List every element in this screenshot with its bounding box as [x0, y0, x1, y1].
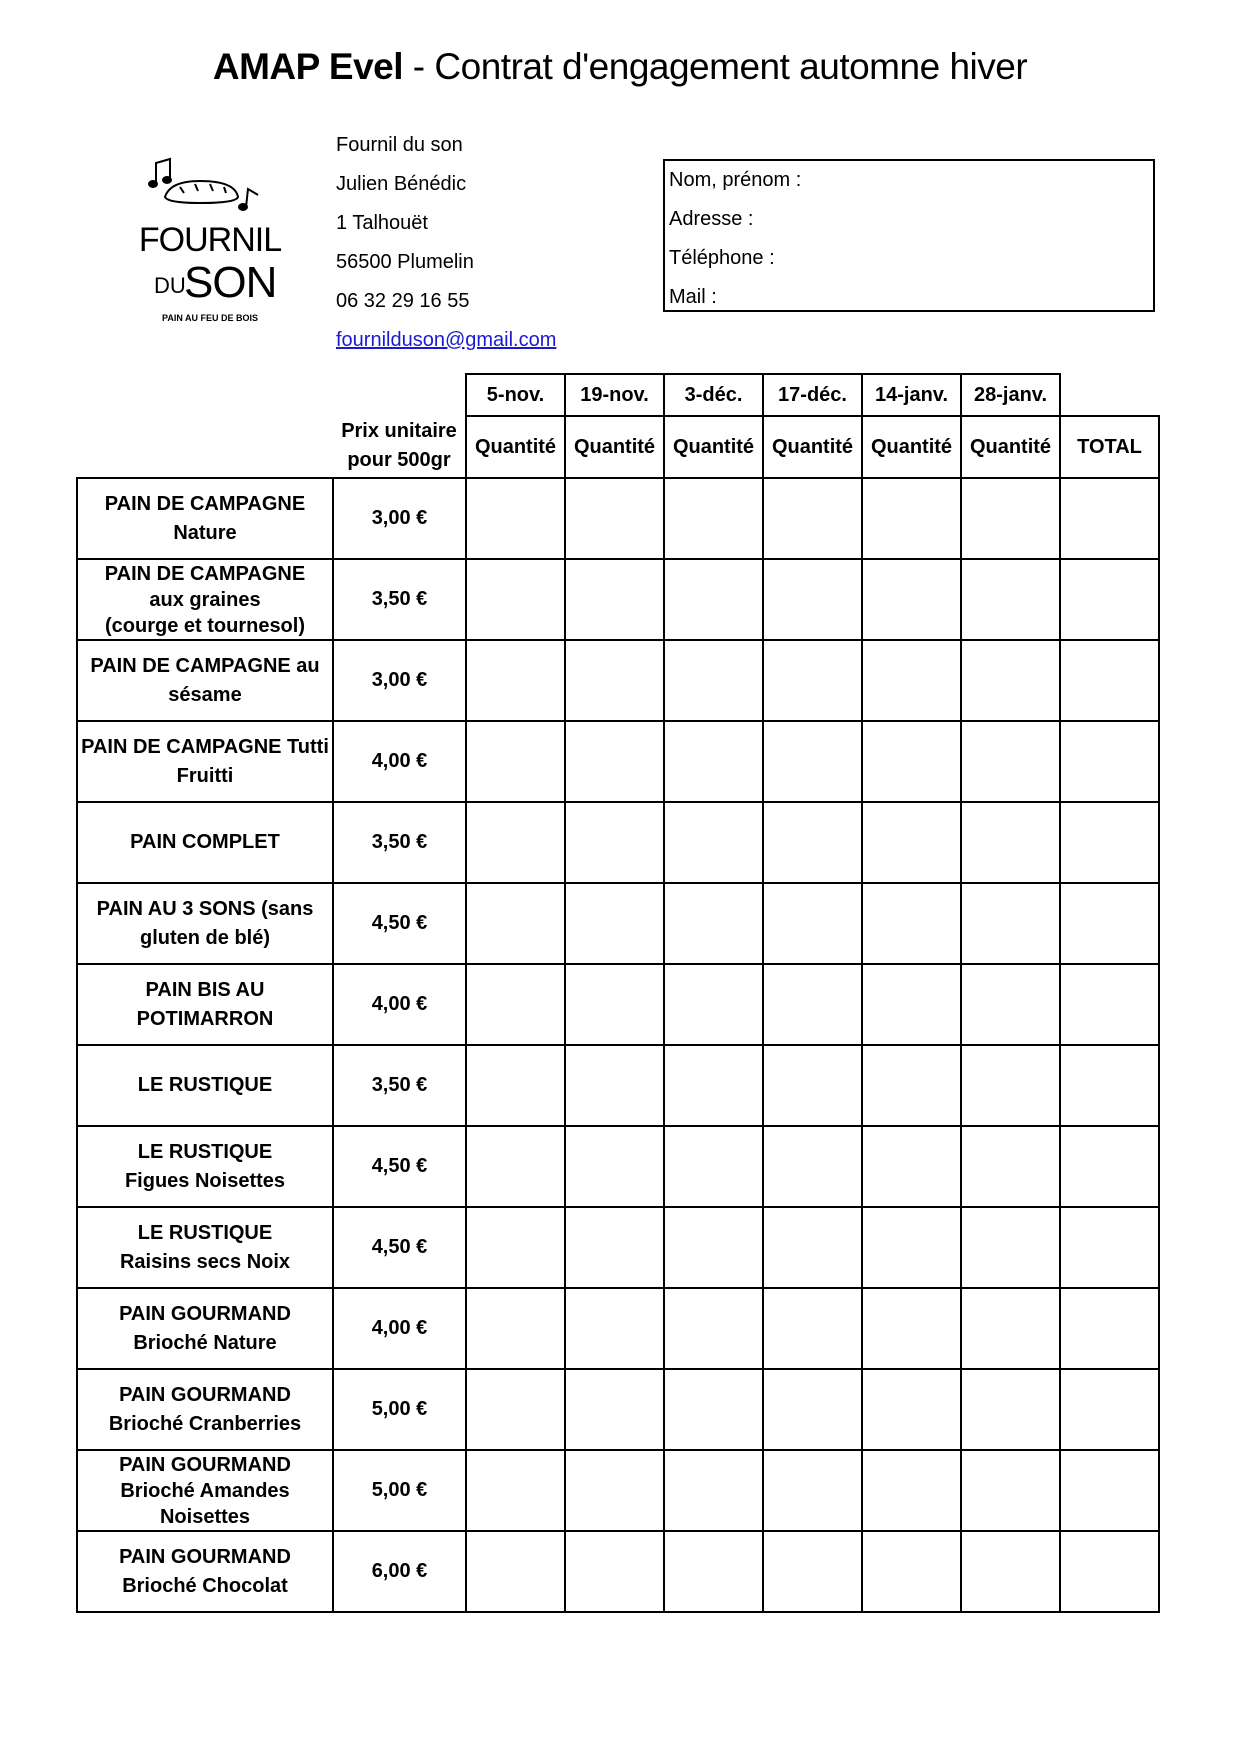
- quantity-cell[interactable]: [565, 1207, 664, 1288]
- product-name: [77, 1045, 333, 1126]
- product-price: 4,50 €: [333, 883, 466, 964]
- total-cell[interactable]: [1060, 883, 1159, 964]
- quantity-cell[interactable]: [565, 802, 664, 883]
- total-header: TOTAL: [1060, 416, 1159, 478]
- product-name: [77, 1531, 333, 1612]
- quantity-cell[interactable]: [862, 1126, 961, 1207]
- order-table: [76, 373, 1160, 1613]
- music-note-icon: [149, 159, 171, 187]
- quantity-cell[interactable]: [466, 1369, 565, 1450]
- product-name-line1: PAIN DE CAMPAGNE Tutti: [81, 735, 329, 758]
- logo-graphic: [140, 155, 290, 325]
- quantity-cell[interactable]: [466, 1126, 565, 1207]
- product-row: [77, 1126, 1159, 1207]
- quantity-cell[interactable]: [664, 883, 763, 964]
- product-row: [77, 640, 1159, 721]
- product-row: [77, 721, 1159, 802]
- quantity-cell[interactable]: [961, 1450, 1060, 1531]
- quantity-cell[interactable]: [961, 1288, 1060, 1369]
- product-name: [77, 964, 333, 1045]
- producer-address: [336, 126, 556, 360]
- quantity-cell[interactable]: [961, 964, 1060, 1045]
- date-header-2: 3-déc.: [664, 374, 763, 416]
- bread-icon: [165, 181, 238, 203]
- quantity-cell[interactable]: [763, 802, 862, 883]
- product-row: [77, 1531, 1159, 1612]
- quantity-cell[interactable]: [961, 559, 1060, 640]
- product-row: [77, 559, 1159, 640]
- fournil-du-son-logo: [140, 155, 290, 325]
- quantity-cell[interactable]: [466, 1288, 565, 1369]
- quantity-cell[interactable]: [466, 802, 565, 883]
- product-name-line1: PAIN GOURMAND: [119, 1383, 291, 1406]
- quantity-cell[interactable]: [862, 1207, 961, 1288]
- title-bold: AMAP Evel: [212, 46, 404, 87]
- product-name-line2: Nature: [173, 521, 237, 544]
- quantity-cell[interactable]: [763, 721, 862, 802]
- quantity-cell[interactable]: [763, 640, 862, 721]
- date-header-4: 14-janv.: [862, 374, 961, 416]
- logo-line2b: SON: [184, 258, 277, 307]
- quantity-cell[interactable]: [862, 1531, 961, 1612]
- product-name-line2: sésame: [168, 683, 242, 706]
- quantity-cell[interactable]: [664, 1369, 763, 1450]
- date-header-0: 5-nov.: [466, 374, 565, 416]
- product-row: [77, 1288, 1159, 1369]
- quantity-cell[interactable]: [862, 802, 961, 883]
- producer-email-link[interactable]: fournilduson@gmail.com: [336, 329, 557, 351]
- quantity-cell[interactable]: [664, 559, 763, 640]
- client-phone-field[interactable]: Téléphone :: [669, 247, 775, 269]
- logo-line2a: DU: [154, 273, 186, 298]
- product-price: 4,00 €: [333, 964, 466, 1045]
- product-price: 4,00 €: [333, 721, 466, 802]
- quantity-cell[interactable]: [466, 1045, 565, 1126]
- quantity-cell[interactable]: [466, 640, 565, 721]
- quantity-cell[interactable]: [961, 1045, 1060, 1126]
- quantity-cell[interactable]: [763, 1531, 862, 1612]
- quantity-cell[interactable]: [961, 1531, 1060, 1612]
- product-name: [77, 883, 333, 964]
- product-name-line3: (courge et tournesol): [104, 614, 305, 637]
- producer-phone: 06 32 29 16 55: [336, 290, 470, 312]
- quantity-header-5: Quantité: [961, 416, 1060, 478]
- quantity-cell[interactable]: [565, 1450, 664, 1531]
- quantity-cell[interactable]: [664, 1288, 763, 1369]
- quantity-cell[interactable]: [664, 1531, 763, 1612]
- product-price: 4,50 €: [333, 1126, 466, 1207]
- quantity-cell[interactable]: [961, 883, 1060, 964]
- date-header-3: 17-déc.: [763, 374, 862, 416]
- quantity-cell[interactable]: [565, 1369, 664, 1450]
- product-name: [77, 1126, 333, 1207]
- date-header-1: 19-nov.: [565, 374, 664, 416]
- product-price: 3,50 €: [333, 1045, 466, 1126]
- quantity-header-3: Quantité: [763, 416, 862, 478]
- quantity-cell[interactable]: [862, 1045, 961, 1126]
- quantity-header-4: Quantité: [862, 416, 961, 478]
- product-name: [77, 640, 333, 721]
- product-row: [77, 964, 1159, 1045]
- quantity-header-0: Quantité: [466, 416, 565, 478]
- quantity-cell[interactable]: [466, 1450, 565, 1531]
- quantity-cell[interactable]: [763, 478, 862, 559]
- quantity-cell[interactable]: [862, 1288, 961, 1369]
- quantity-header-1: Quantité: [565, 416, 664, 478]
- product-name-line1: PAIN BIS AU: [145, 978, 265, 1001]
- empty-header-cell: [1060, 374, 1159, 416]
- music-note-icon: [239, 189, 258, 210]
- total-cell[interactable]: [1060, 1126, 1159, 1207]
- logo-line1: FOURNIL: [140, 221, 282, 259]
- quantity-cell[interactable]: [565, 559, 664, 640]
- price-header: [333, 374, 466, 478]
- quantity-cell[interactable]: [862, 1450, 961, 1531]
- product-name: [77, 802, 333, 883]
- product-row: [77, 1450, 1159, 1531]
- product-name-line1: PAIN DE CAMPAGNE: [104, 492, 306, 515]
- quantity-cell[interactable]: [763, 1207, 862, 1288]
- quantity-cell[interactable]: [763, 964, 862, 1045]
- quantity-cell[interactable]: [763, 1450, 862, 1531]
- quantity-cell[interactable]: [862, 1369, 961, 1450]
- product-row: [77, 883, 1159, 964]
- product-name-line1: LE RUSTIQUE: [137, 1221, 273, 1244]
- product-name-line2: Brioché Chocolat: [122, 1574, 288, 1597]
- product-name-line1: PAIN AU 3 SONS (sans: [96, 897, 314, 920]
- quantity-cell[interactable]: [565, 1126, 664, 1207]
- product-name: [77, 1207, 333, 1288]
- total-cell[interactable]: [1060, 802, 1159, 883]
- quantity-cell[interactable]: [664, 721, 763, 802]
- quantity-cell[interactable]: [862, 478, 961, 559]
- quantity-cell[interactable]: [961, 802, 1060, 883]
- quantity-cell[interactable]: [664, 1450, 763, 1531]
- quantity-cell[interactable]: [961, 478, 1060, 559]
- quantity-header-row: [77, 416, 1159, 478]
- quantity-cell[interactable]: [565, 640, 664, 721]
- quantity-cell[interactable]: [763, 559, 862, 640]
- product-price: 3,50 €: [333, 802, 466, 883]
- product-row: [77, 1045, 1159, 1126]
- quantity-cell[interactable]: [466, 478, 565, 559]
- quantity-cell[interactable]: [565, 883, 664, 964]
- quantity-cell[interactable]: [466, 721, 565, 802]
- client-name-field[interactable]: Nom, prénom :: [669, 169, 802, 191]
- quantity-cell[interactable]: [565, 964, 664, 1045]
- quantity-cell[interactable]: [664, 1207, 763, 1288]
- quantity-cell[interactable]: [862, 883, 961, 964]
- total-cell[interactable]: [1060, 559, 1159, 640]
- quantity-cell[interactable]: [862, 964, 961, 1045]
- quantity-cell[interactable]: [664, 640, 763, 721]
- quantity-cell[interactable]: [961, 1369, 1060, 1450]
- product-row: [77, 478, 1159, 559]
- quantity-cell[interactable]: [664, 1045, 763, 1126]
- quantity-cell[interactable]: [466, 1531, 565, 1612]
- quantity-cell[interactable]: [763, 883, 862, 964]
- quantity-cell[interactable]: [862, 640, 961, 721]
- quantity-cell[interactable]: [565, 1045, 664, 1126]
- product-row: [77, 802, 1159, 883]
- total-cell[interactable]: [1060, 478, 1159, 559]
- price-header-label: Prix unitaire pour 500gr: [341, 420, 457, 471]
- product-name-line2: gluten de blé): [140, 926, 270, 949]
- quantity-cell[interactable]: [565, 1288, 664, 1369]
- product-price: 3,00 €: [333, 478, 466, 559]
- product-price: 5,00 €: [333, 1450, 466, 1531]
- total-cell[interactable]: [1060, 721, 1159, 802]
- product-name-line2: Brioché Cranberries: [108, 1412, 302, 1435]
- product-name: [77, 559, 333, 640]
- product-price: 6,00 €: [333, 1531, 466, 1612]
- quantity-cell[interactable]: [664, 478, 763, 559]
- product-name-line1: PAIN COMPLET: [130, 831, 280, 853]
- product-name-line2: Brioché Nature: [133, 1331, 277, 1354]
- quantity-cell[interactable]: [862, 721, 961, 802]
- quantity-cell[interactable]: [565, 721, 664, 802]
- product-name-line2: POTIMARRON: [136, 1007, 274, 1030]
- quantity-cell[interactable]: [565, 1531, 664, 1612]
- quantity-cell[interactable]: [961, 1126, 1060, 1207]
- quantity-cell[interactable]: [466, 1207, 565, 1288]
- product-name-line1: PAIN GOURMAND: [119, 1302, 291, 1325]
- product-name-line1: PAIN DE CAMPAGNE: [104, 562, 306, 585]
- total-cell[interactable]: [1060, 1045, 1159, 1126]
- product-price: 4,50 €: [333, 1207, 466, 1288]
- product-row: [77, 1369, 1159, 1450]
- empty-header-cell: [77, 416, 333, 478]
- quantity-cell[interactable]: [466, 559, 565, 640]
- product-name-line1: PAIN GOURMAND: [119, 1545, 291, 1568]
- quantity-cell[interactable]: [565, 478, 664, 559]
- quantity-header-2: Quantité: [664, 416, 763, 478]
- product-name-line2: Raisins secs Noix: [119, 1250, 291, 1273]
- product-name-line2: Fruitti: [176, 764, 234, 787]
- producer-city: 56500 Plumelin: [336, 251, 474, 273]
- total-cell[interactable]: [1060, 1450, 1159, 1531]
- producer-street: 1 Talhouët: [336, 212, 428, 234]
- quantity-cell[interactable]: [862, 559, 961, 640]
- total-cell[interactable]: [1060, 1531, 1159, 1612]
- product-name: [77, 1369, 333, 1450]
- producer-contact: Julien Bénédic: [336, 173, 467, 195]
- quantity-cell[interactable]: [664, 802, 763, 883]
- product-name-line2: Figues Noisettes: [124, 1169, 286, 1192]
- empty-header-cell: [77, 374, 333, 416]
- quantity-cell[interactable]: [466, 964, 565, 1045]
- total-cell[interactable]: [1060, 1369, 1159, 1450]
- quantity-cell[interactable]: [961, 640, 1060, 721]
- client-mail-field[interactable]: Mail :: [669, 286, 717, 308]
- quantity-cell[interactable]: [961, 1207, 1060, 1288]
- total-cell[interactable]: [1060, 1288, 1159, 1369]
- product-name: [77, 1450, 333, 1531]
- quantity-cell[interactable]: [763, 1045, 862, 1126]
- product-name-line2: Brioché Amandes: [120, 1479, 290, 1502]
- quantity-cell[interactable]: [664, 964, 763, 1045]
- client-info-box: [663, 159, 1155, 312]
- quantity-cell[interactable]: [763, 1288, 862, 1369]
- page-title: [0, 46, 1240, 88]
- date-header-5: 28-janv.: [961, 374, 1060, 416]
- producer-name: Fournil du son: [336, 134, 463, 156]
- date-header-row: [77, 374, 1159, 416]
- product-name: [77, 478, 333, 559]
- product-name-line1: PAIN GOURMAND: [119, 1453, 291, 1476]
- product-name-line1: PAIN DE CAMPAGNE au: [90, 654, 320, 677]
- total-cell[interactable]: [1060, 640, 1159, 721]
- product-price: 4,00 €: [333, 1288, 466, 1369]
- total-cell[interactable]: [1060, 1207, 1159, 1288]
- total-cell[interactable]: [1060, 964, 1159, 1045]
- quantity-cell[interactable]: [466, 883, 565, 964]
- quantity-cell[interactable]: [763, 1126, 862, 1207]
- product-name: [77, 1288, 333, 1369]
- quantity-cell[interactable]: [961, 721, 1060, 802]
- product-name-line1: LE RUSTIQUE: [137, 1140, 273, 1163]
- product-name-line1: LE RUSTIQUE: [137, 1074, 273, 1096]
- product-row: [77, 1207, 1159, 1288]
- product-name: [77, 721, 333, 802]
- client-address-field[interactable]: Adresse :: [669, 208, 754, 230]
- product-name-line2: aux graines: [149, 588, 261, 611]
- title-rest: - Contrat d'engagement automne hiver: [403, 46, 1028, 87]
- quantity-cell[interactable]: [664, 1126, 763, 1207]
- product-price: 3,00 €: [333, 640, 466, 721]
- product-price: 5,00 €: [333, 1369, 466, 1450]
- product-price: 3,50 €: [333, 559, 466, 640]
- product-name-line3: Noisettes: [159, 1505, 251, 1528]
- quantity-cell[interactable]: [763, 1369, 862, 1450]
- logo-tagline: PAIN AU FEU DE BOIS: [161, 313, 259, 323]
